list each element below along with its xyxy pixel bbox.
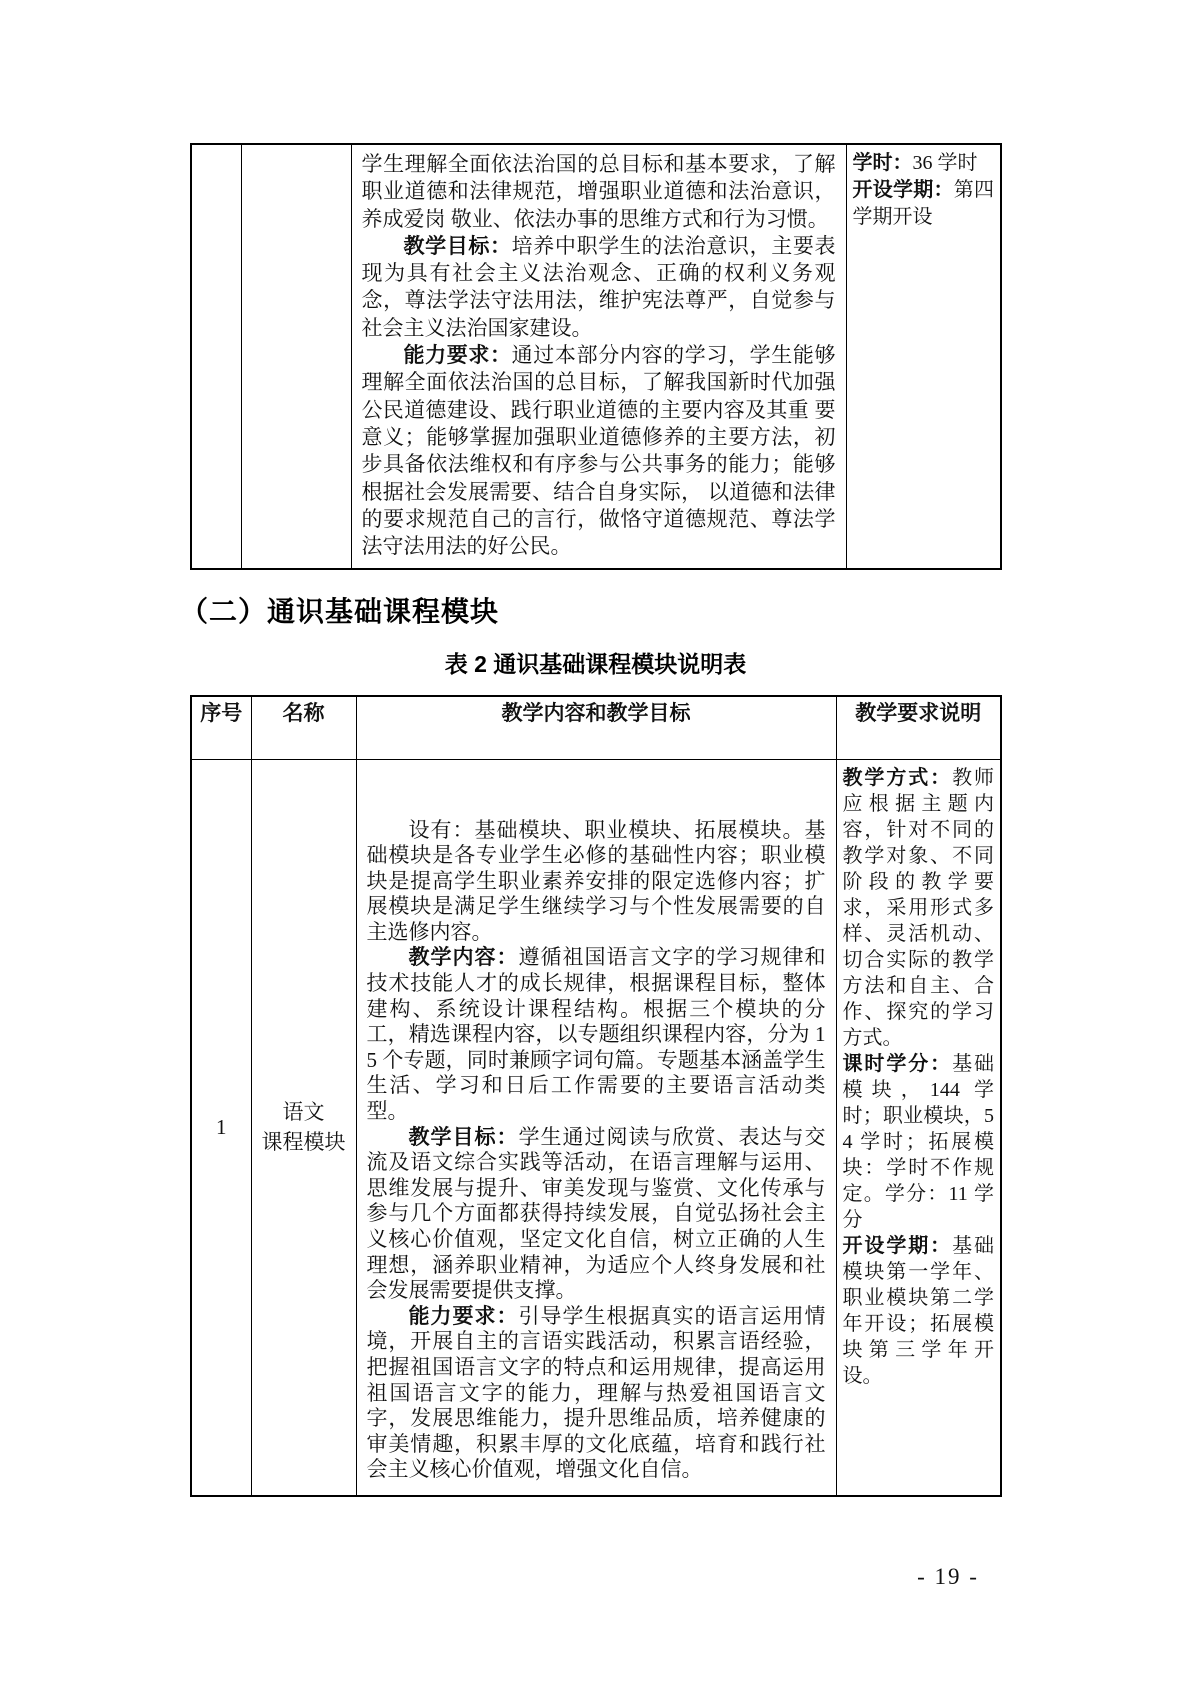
- paragraph: [367, 945, 826, 1124]
- paragraph-text: 第四学期开设: [852, 179, 994, 228]
- paragraph-text: 基础模块第一学年、职业模块第二学年开设；拓展模块第三学年开设。: [842, 1234, 995, 1387]
- row-content-cell: [356, 759, 836, 1496]
- table2-header-name: 名称: [251, 696, 356, 759]
- paragraph-text: 教师应根据主题内容，针对不同的教学对象、不同阶段的教学要求，采用形式多样、灵活机动、切合实际的教学方法和自主、合作、探究的学习方式。: [842, 766, 995, 1049]
- section-heading: （二）通识基础课程模块: [180, 596, 500, 627]
- row-requirements-cell: [836, 759, 1001, 1496]
- table2-header-content: 教学内容和教学目标: [356, 696, 836, 759]
- page-number: - 19 -: [917, 1564, 979, 1589]
- table2-title: 表 2 通识基础课程模块说明表: [444, 651, 747, 677]
- paragraph: [362, 233, 836, 342]
- paragraph: [362, 151, 836, 233]
- table1-content-cell: [351, 144, 846, 569]
- table1-row: [191, 144, 1001, 569]
- paragraph: [853, 177, 995, 231]
- paragraph-text: 设有：基础模块、职业模块、拓展模块。基础模块是各专业学生必修的基础性内容；职业模块是提高学生职业素养安排的限定选修内容；扩展模块是满足学生继续学习与个性发展需要的自主选修内容。: [366, 817, 826, 944]
- table2-header-requirements: 教学要求说明: [836, 696, 1001, 759]
- table2-row-1: [191, 759, 1001, 1496]
- paragraph-text: 引导学生根据真实的语言运用情境，开展自主的言语实践活动，积累言语经验，把握祖国语言文字的特点和运用规律，提高运用祖国语言文字的能力，理解与热爱祖国语言文字，发展思维能力，提升思维品质，培养健康的审美情趣，积累丰厚的文化底蕴，培育和践行社会主义核心价值观，增强文化自信。: [366, 1303, 826, 1482]
- table2-header-index: 序号: [191, 696, 251, 759]
- paragraph: [843, 765, 995, 1051]
- table1-continuation: [190, 143, 1002, 570]
- paragraph: [367, 1125, 826, 1304]
- bold-label: 能力要求：: [408, 1304, 519, 1328]
- bold-label: 能力要求：: [403, 344, 512, 368]
- bold-label: 教学目标：: [403, 234, 512, 258]
- paragraph-text: 基础模块，144 学时；职业模块，54 学时；拓展模块：学时不作规定。学分：11 学分: [842, 1052, 995, 1231]
- paragraph: [367, 818, 826, 946]
- table1-index-cell-empty: [191, 144, 241, 569]
- bold-label: 教学方式：: [842, 766, 953, 789]
- paragraph: [843, 1233, 995, 1389]
- paragraph: [853, 150, 995, 177]
- row-name-cell: [251, 759, 356, 1496]
- paragraph: [367, 1304, 826, 1483]
- paragraph: [362, 342, 836, 560]
- table2-general-basic-courses: [190, 695, 1002, 1497]
- paragraph-text: 培养中职学生的法治意识，主要表现为具有社会主义法治观念、正确的权利义务观念，尊法学法守法用法，维护宪法尊严，自觉参与社会主义法治国家建设。: [361, 233, 836, 340]
- paragraph-text: 遵循祖国语言文字的学习规律和技术技能人才的成长规律，根据课程目标，整体建构、系统设计课程结构。根据三个模块的分工，精选课程内容，以专题组织课程内容，分为 15 个专题，同时兼顾字词句篇。专题基本涵盖学生生活、学习和日后工作需要的主要语言活动类型。: [366, 945, 826, 1124]
- bold-label: 开设学期：: [852, 179, 954, 201]
- bold-label: 教学内容：: [408, 946, 519, 970]
- course-name-line2: 课程模块: [261, 1130, 346, 1155]
- course-name-line1: 语文: [282, 1100, 325, 1125]
- table2-header-row: [191, 696, 1001, 759]
- paragraph-text: 36 学时: [912, 152, 978, 174]
- table1-name-cell-empty: [241, 144, 351, 569]
- paragraph-text: 学生通过阅读与欣赏、表达与交流及语文综合实践等活动，在语言理解与运用、思维发展与提升、审美发现与鉴赏、文化传承与参与几个方面都获得持续发展，自觉弘扬社会主义核心价值观，坚定文化自信，树立正确的人生理想，涵养职业精神，为适应个人终身发展和社会发展需要提供支撑。: [366, 1124, 826, 1303]
- bold-label: 课时学分：: [842, 1052, 953, 1075]
- paragraph-text: 通过本部分内容的学习，学生能够理解全面依法治国的总目标，了解我国新时代加强公民道德建设、践行职业道德的主要内容及其重 要意义；能够掌握加强职业道德修养的主要方法，初步具备依法维权和有序参与公共事务的能力；能够根据社会发展需要、结合自身实际， 以道德和法律的要求规范自己的言行，做恪守道德规范、尊法学法守法用法的好公民。: [361, 343, 836, 559]
- bold-label: 学时：: [852, 152, 913, 174]
- table1-requirements-cell: [846, 144, 1001, 569]
- bold-label: 开设学期：: [842, 1234, 953, 1257]
- paragraph: [843, 1051, 995, 1233]
- paragraph-text: 学生理解全面依法治国的总目标和基本要求，了解职业道德和法律规范，增强职业道德和法治意识，养成爱岗 敬业、依法办事的思维方式和行为习惯。: [361, 152, 836, 231]
- row-index-cell: 1: [191, 759, 251, 1496]
- bold-label: 教学目标：: [408, 1125, 519, 1149]
